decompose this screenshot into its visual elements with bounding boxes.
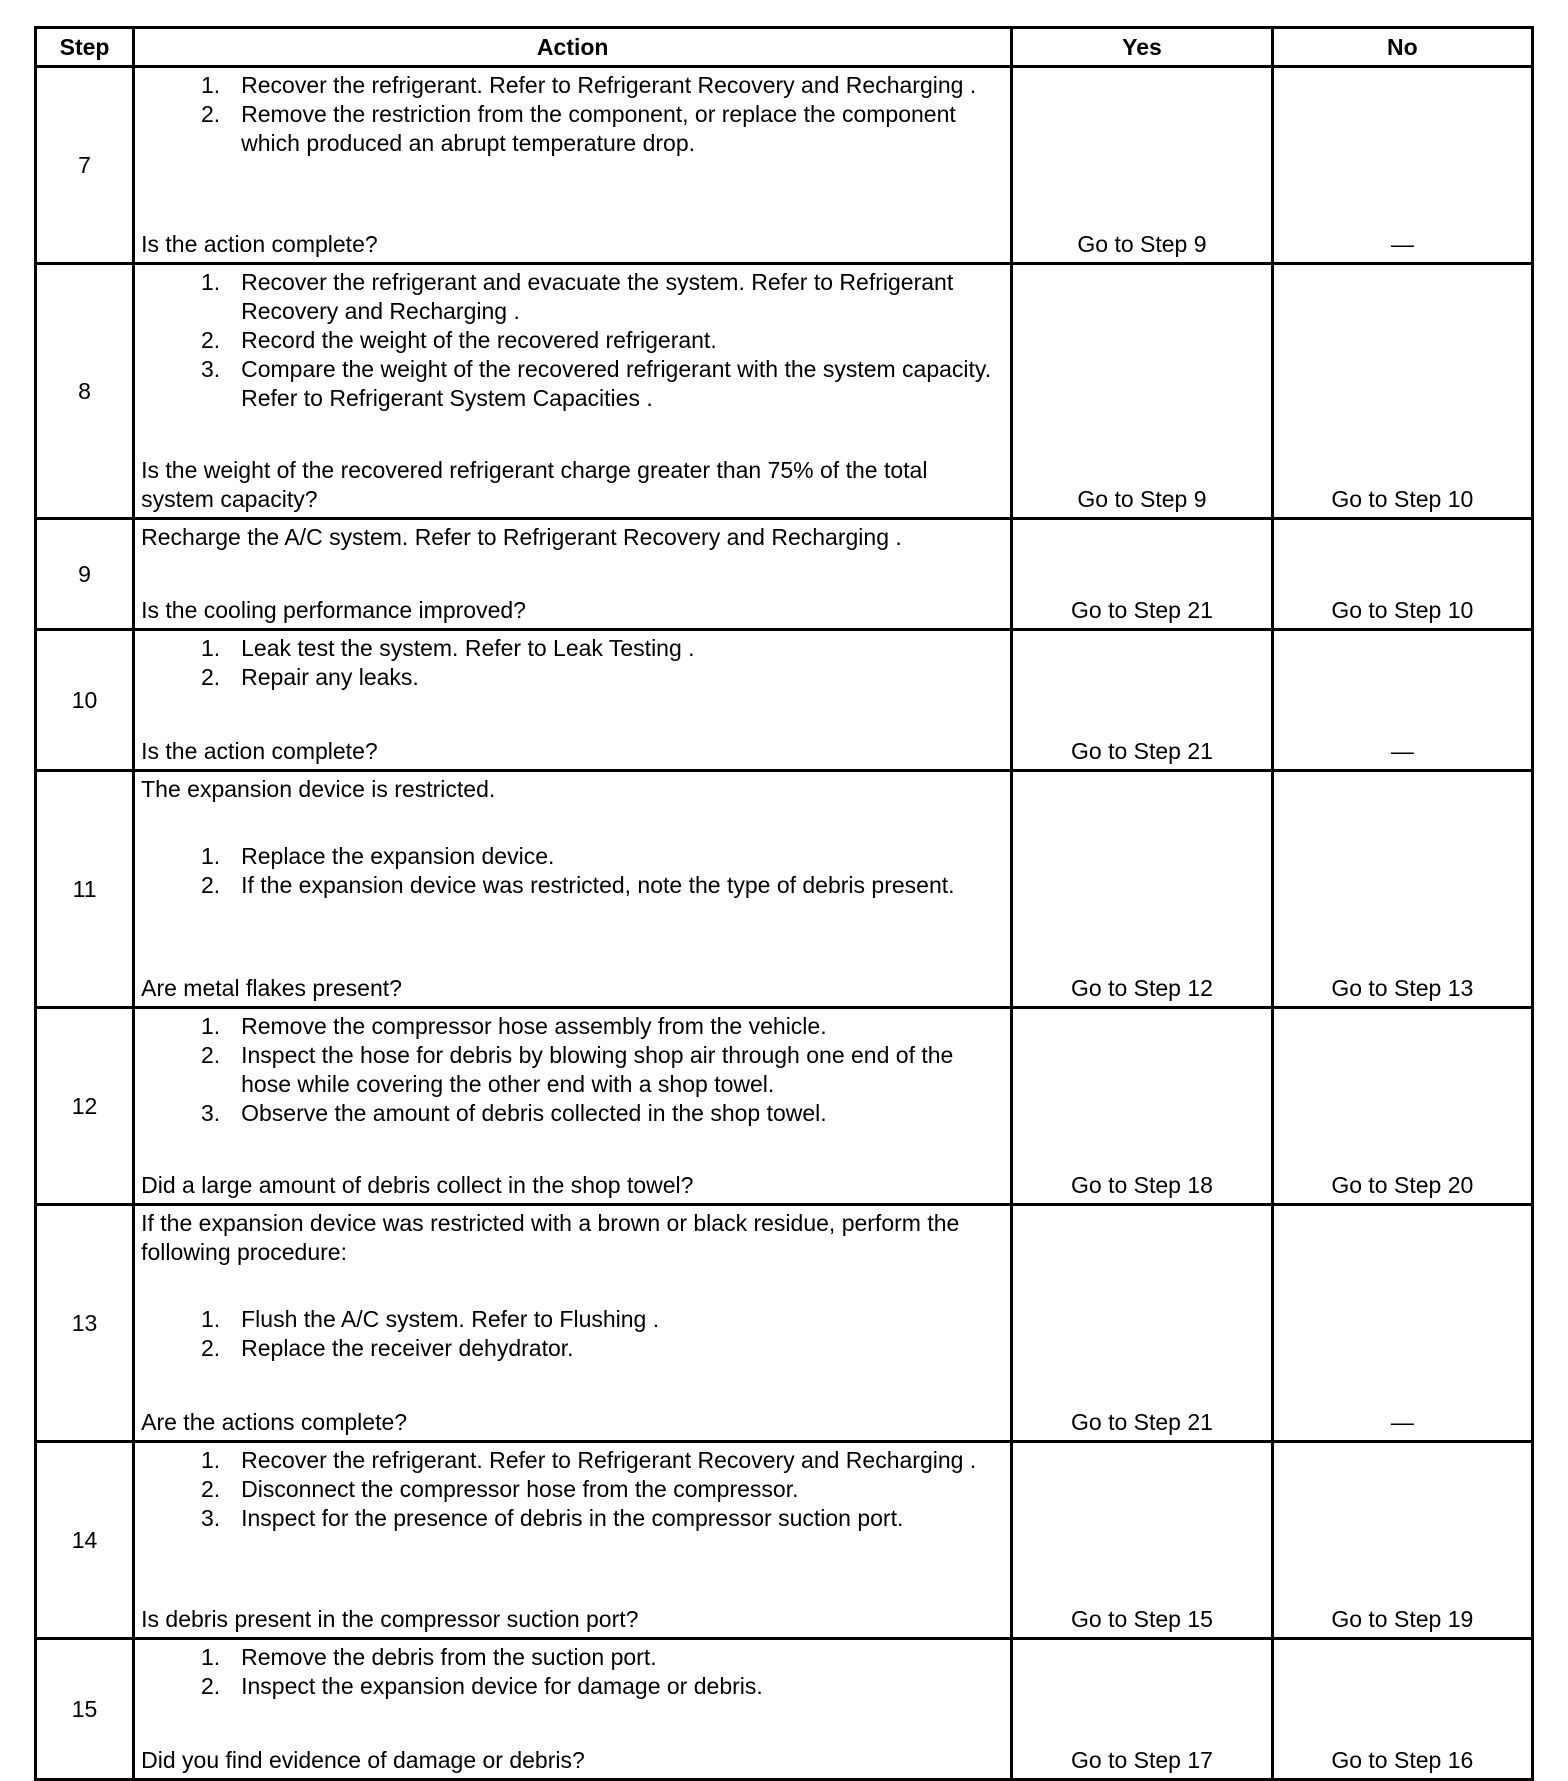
list-item: 3. Compare the weight of the recovered refrigerant with the system capacity. Refer to Refrigerant System Capacities .: [200, 356, 992, 411]
question-text: Did a large amount of debris collect in the shop towel?: [141, 1172, 694, 1198]
yes-result: Go to Step 15: [1012, 1442, 1272, 1639]
header-step: Step: [36, 28, 134, 67]
list-item: 1. Recover the refrigerant and evacuate the system. Refer to Refrigerant Recovery and Recharging .: [200, 269, 954, 324]
action-steps: [141, 1643, 1004, 1701]
list-item: 2. Repair any leaks.: [200, 664, 419, 690]
header-yes: Yes: [1012, 28, 1272, 67]
list-item: 1. Recover the refrigerant. Refer to Refrigerant Recovery and Recharging .: [200, 72, 977, 98]
action-cell: [134, 519, 1012, 630]
step-number: 9: [36, 519, 134, 630]
list-item: 2. Inspect the expansion device for damage or debris.: [200, 1673, 763, 1699]
header-action: Action: [134, 28, 1012, 67]
table-row: [36, 1008, 1533, 1205]
no-result: Go to Step 13: [1272, 771, 1532, 1008]
question-text: Is debris present in the compressor suction port?: [141, 1606, 639, 1632]
no-result: Go to Step 19: [1272, 1442, 1532, 1639]
table-row: [36, 771, 1533, 1008]
yes-result: Go to Step 21: [1012, 630, 1272, 771]
step-number: 10: [36, 630, 134, 771]
table-row: [36, 1205, 1533, 1442]
no-result: —: [1272, 630, 1532, 771]
list-item: 1. Remove the compressor hose assembly from the vehicle.: [200, 1013, 827, 1039]
header-row: [36, 28, 1533, 67]
no-result: Go to Step 10: [1272, 519, 1532, 630]
action-steps: [141, 842, 1004, 900]
action-cell: [134, 1442, 1012, 1639]
question-text: Did you find evidence of damage or debris?: [141, 1747, 585, 1773]
list-item: 3. Observe the amount of debris collected in the shop towel.: [200, 1100, 827, 1126]
list-item: 2. Disconnect the compressor hose from the compressor.: [200, 1476, 799, 1502]
list-item: 1. Remove the debris from the suction port.: [200, 1644, 657, 1670]
yes-result: Go to Step 18: [1012, 1008, 1272, 1205]
action-cell: [134, 264, 1012, 519]
list-item: 1. Recover the refrigerant. Refer to Refrigerant Recovery and Recharging .: [200, 1447, 977, 1473]
step-number: 15: [36, 1639, 134, 1780]
intro-text: Recharge the A/C system. Refer to Refrigerant Recovery and Recharging .: [141, 524, 902, 550]
step-number: 11: [36, 771, 134, 1008]
yes-result: Go to Step 9: [1012, 264, 1272, 519]
table-row: [36, 519, 1533, 630]
action-cell: [134, 630, 1012, 771]
table-row: [36, 67, 1533, 264]
yes-result: Go to Step 9: [1012, 67, 1272, 264]
action-steps: [141, 71, 1004, 158]
table-row: [36, 1639, 1533, 1780]
action-cell: [134, 771, 1012, 1008]
list-item: 2. Record the weight of the recovered refrigerant.: [200, 327, 717, 353]
list-item: 2. Inspect the hose for debris by blowing shop air through one end of the hose while covering the other end with a shop towel.: [200, 1042, 954, 1097]
action-steps: [141, 634, 1004, 692]
list-item: 3. Inspect for the presence of debris in the compressor suction port.: [200, 1505, 904, 1531]
action-steps: [141, 1446, 1004, 1533]
list-item: 2. Replace the receiver dehydrator.: [200, 1335, 574, 1361]
step-number: 13: [36, 1205, 134, 1442]
action-cell: [134, 1008, 1012, 1205]
step-number: 7: [36, 67, 134, 264]
action-cell: [134, 67, 1012, 264]
action-steps: [141, 1305, 1004, 1363]
step-number: 14: [36, 1442, 134, 1639]
no-result: —: [1272, 1205, 1532, 1442]
no-result: Go to Step 20: [1272, 1008, 1532, 1205]
list-item: 2. If the expansion device was restricted, note the type of debris present.: [200, 872, 955, 898]
step-number: 8: [36, 264, 134, 519]
yes-result: Go to Step 21: [1012, 519, 1272, 630]
no-result: —: [1272, 67, 1532, 264]
table-row: [36, 1442, 1533, 1639]
intro-text: The expansion device is restricted.: [141, 776, 496, 802]
action-steps: [141, 1012, 1004, 1128]
action-steps: [141, 268, 1004, 413]
action-cell: [134, 1639, 1012, 1780]
yes-result: Go to Step 12: [1012, 771, 1272, 1008]
list-item: 1. Replace the expansion device.: [200, 843, 555, 869]
no-result: Go to Step 10: [1272, 264, 1532, 519]
action-cell: [134, 1205, 1012, 1442]
question-text: Is the cooling performance improved?: [141, 597, 526, 623]
yes-result: Go to Step 21: [1012, 1205, 1272, 1442]
table-row: [36, 630, 1533, 771]
list-item: 1. Flush the A/C system. Refer to Flushing .: [200, 1306, 660, 1332]
question-text: Is the action complete?: [141, 231, 378, 257]
question-text: Is the weight of the recovered refrigerant charge greater than 75% of the total system capacity?: [141, 457, 928, 512]
question-text: Are the actions complete?: [141, 1409, 408, 1435]
no-result: Go to Step 16: [1272, 1639, 1532, 1780]
intro-text: If the expansion device was restricted with a brown or black residue, perform the following procedure:: [141, 1210, 960, 1265]
step-number: 12: [36, 1008, 134, 1205]
diagnostic-table: [34, 26, 1534, 1781]
list-item: 2. Remove the restriction from the component, or replace the component which produced an abrupt temperature drop.: [200, 101, 956, 156]
yes-result: Go to Step 17: [1012, 1639, 1272, 1780]
question-text: Is the action complete?: [141, 738, 378, 764]
table-row: [36, 264, 1533, 519]
question-text: Are metal flakes present?: [141, 975, 402, 1001]
header-no: No: [1272, 28, 1532, 67]
list-item: 1. Leak test the system. Refer to Leak Testing .: [200, 635, 695, 661]
